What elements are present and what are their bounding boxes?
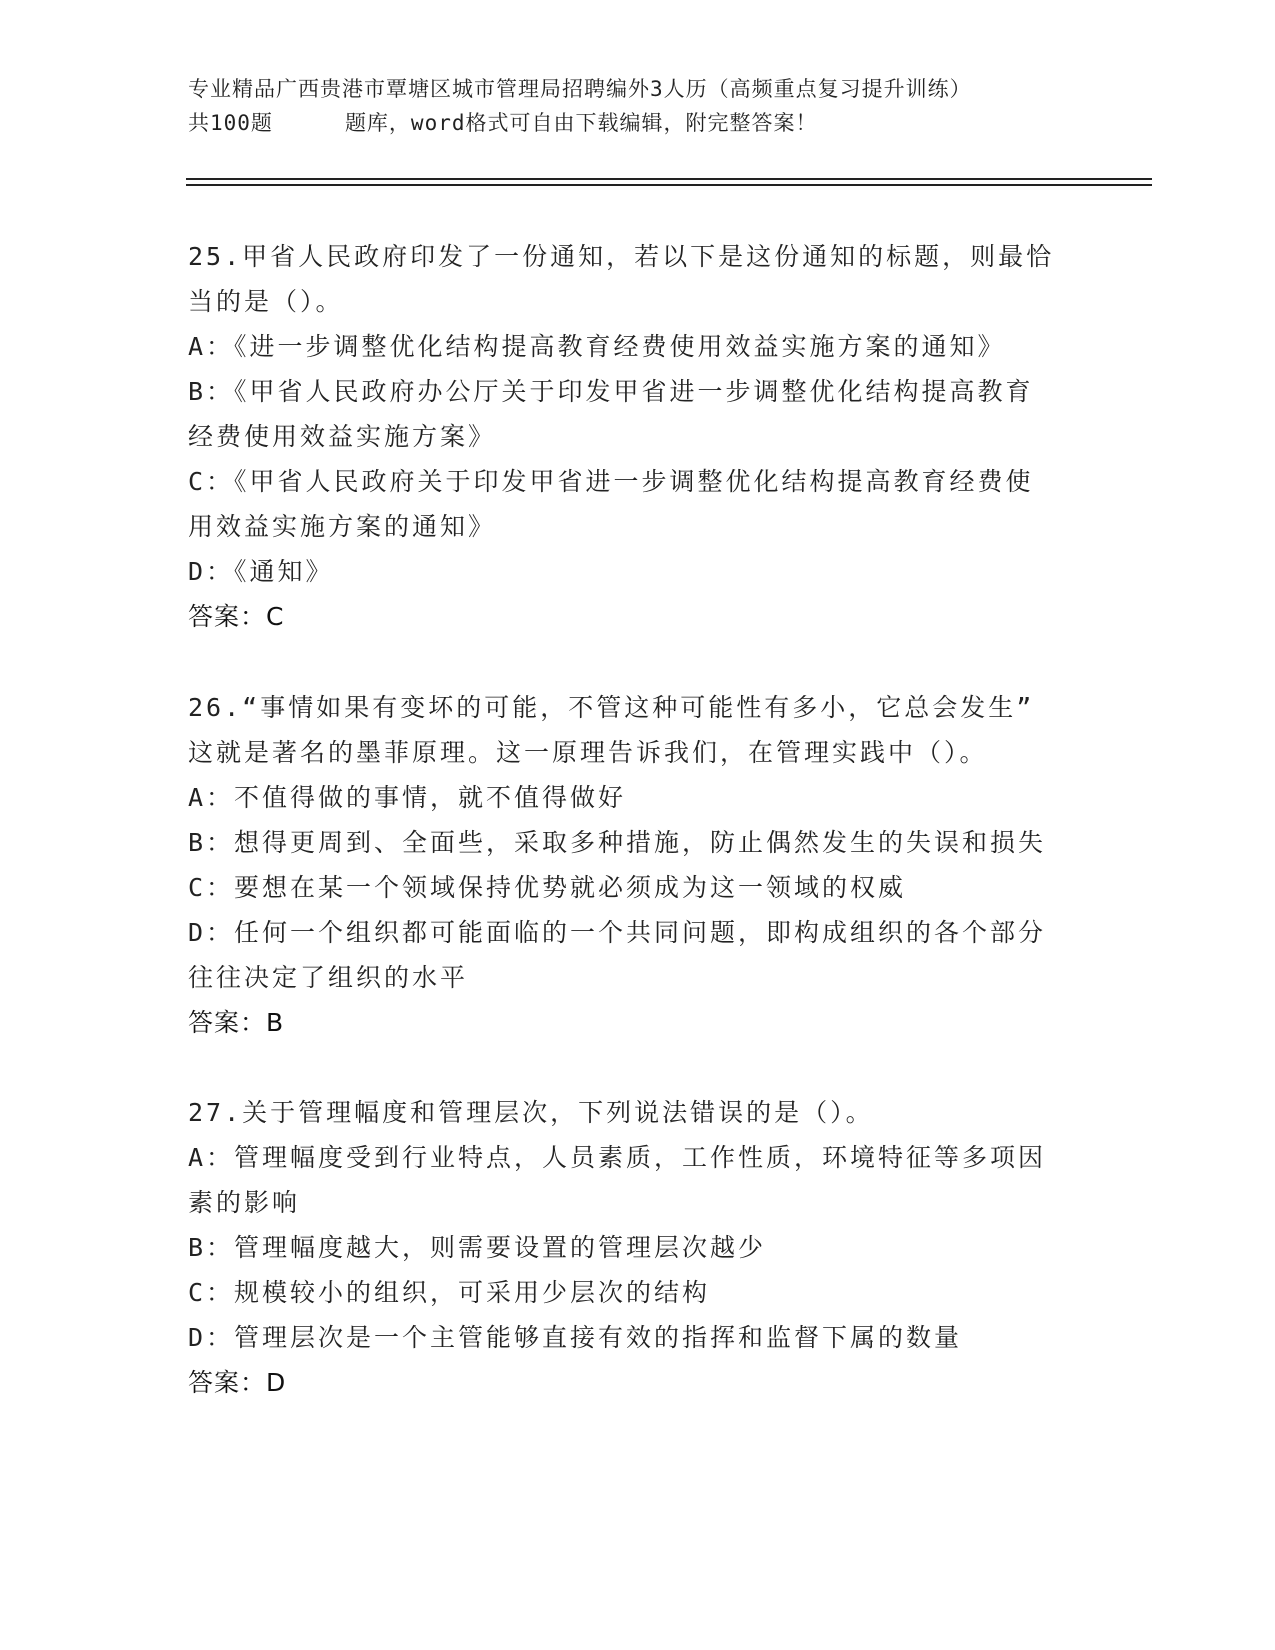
option-d: D：管理层次是一个主管能够直接有效的指挥和监督下属的数量 <box>188 1323 963 1352</box>
header-title-line: 专业精品广西贵港市覃塘区城市管理局招聘编外3人历（高频重点复习提升训练） <box>188 77 972 101</box>
header-divider-bottom <box>186 184 1152 186</box>
document-header <box>188 72 1088 140</box>
option-c: C：规模较小的组织，可采用少层次的结构 <box>188 1278 711 1307</box>
option-a: A：管理幅度受到行业特点，人员素质，工作性质，环境特征等多项因 <box>188 1143 1047 1172</box>
option-d-continued: 往往决定了组织的水平 <box>188 963 469 992</box>
question-25 <box>188 234 1088 639</box>
header-subtitle-line <box>188 106 1088 140</box>
question-stem-line: 25.甲省人民政府印发了一份通知，若以下是这份通知的标题，则最恰 <box>188 242 1055 271</box>
option-b-continued: 经费使用效益实施方案》 <box>188 422 497 451</box>
option-b: B：想得更周到、全面些，采取多种措施，防止偶然发生的失误和损失 <box>188 828 1047 857</box>
question-stem-line: 当的是（）。 <box>188 287 344 316</box>
header-description: 题库，word格式可自由下载编辑，附完整答案！ <box>344 111 818 135</box>
question-stem-line: 这就是著名的墨菲原理。这一原理告诉我们，在管理实践中（）。 <box>188 738 988 767</box>
option-a-continued: 素的影响 <box>188 1188 301 1217</box>
answer-line: 答案：C <box>188 602 285 631</box>
option-c: C：要想在某一个领域保持优势就必须成为这一领域的权威 <box>188 873 907 902</box>
answer-line: 答案：D <box>188 1368 287 1397</box>
option-a: A：《进一步调整优化结构提高教育经费使用效益实施方案的通知》 <box>188 332 1006 361</box>
header-divider-top <box>186 178 1152 180</box>
option-c-continued: 用效益实施方案的通知》 <box>188 512 497 541</box>
option-a: A：不值得做的事情，就不值得做好 <box>188 783 627 812</box>
header-question-count: 共100题 <box>188 111 273 135</box>
question-26 <box>188 685 1088 1045</box>
option-d: D：《通知》 <box>188 557 334 586</box>
answer-line: 答案：B <box>188 1008 285 1037</box>
question-stem-line: 26.“事情如果有变坏的可能，不管这种可能性有多小，它总会发生” <box>188 693 1035 722</box>
option-d: D：任何一个组织都可能面临的一个共同问题，即构成组织的各个部分 <box>188 918 1047 947</box>
question-stem-line: 27.关于管理幅度和管理层次，下列说法错误的是（）。 <box>188 1098 874 1127</box>
option-b: B：管理幅度越大，则需要设置的管理层次越少 <box>188 1233 767 1262</box>
option-c: C：《甲省人民政府关于印发甲省进一步调整优化结构提高教育经费使 <box>188 467 1034 496</box>
question-27 <box>188 1090 1088 1405</box>
option-b: B：《甲省人民政府办公厅关于印发甲省进一步调整优化结构提高教育 <box>188 377 1034 406</box>
